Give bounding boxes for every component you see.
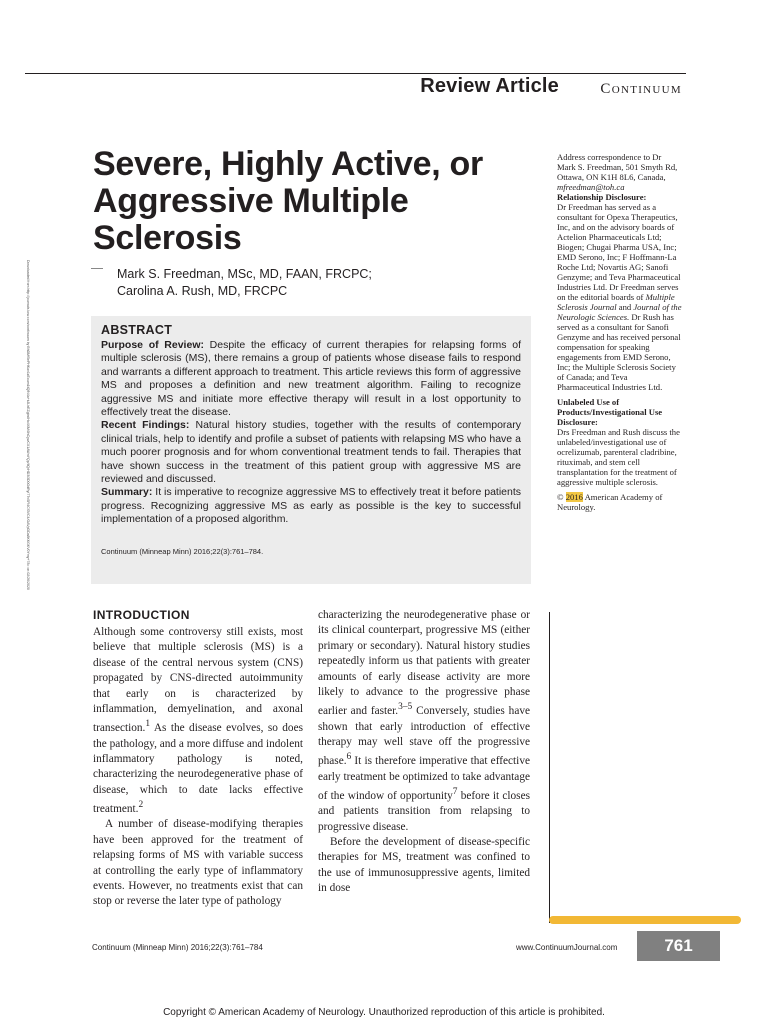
- p3-text-c: It is therefore imperative that effective early treatment be optimized to take advantage of the window of opportunity: [318, 755, 530, 802]
- unlabeled-use-heading: Unlabeled Use of Products/Investigational Use Disclosure:: [557, 397, 663, 427]
- intro-paragraph-4: Before the development of disease-specific therapies for MS, treatment was confined to the use of immunosuppressive agents, limited in dose: [318, 835, 530, 895]
- address-text: Address correspondence to Dr Mark S. Freedman, 501 Smyth Rd, Ottawa, ON K1H 8L6, Canada,: [557, 152, 678, 182]
- download-watermark: [22, 260, 30, 760]
- correspondence-address: [557, 152, 682, 192]
- abstract-citation: Continuum (Minneap Minn) 2016;22(3):761–784.: [101, 546, 264, 556]
- author-1: Mark S. Freedman, MSc, MD, FAAN, FRCPC;: [117, 267, 372, 281]
- summary-text: It is imperative to recognize aggressive MS to effectively treat it before patients progress. Recognizing aggressive MS as early as possible is the key to successful implementation of a proposed algorithm.: [101, 486, 522, 526]
- disclosure-heading: Relationship Disclosure:: [557, 192, 647, 202]
- copyright-symbol: ©: [557, 492, 564, 502]
- p1-text-a: Although some controversy still exists, most believe that multiple sclerosis (MS) is a disease of the central nervous system (CNS) propagated by CNS-directed autoimmunity that early on is characterized by inflammation, demyelination, and axonal transection.: [93, 626, 303, 735]
- abstract-summary: [101, 486, 521, 526]
- copyright-year: 2016: [565, 492, 583, 502]
- footer-citation: Continuum (Minneap Minn) 2016;22(3):761–784: [92, 943, 263, 952]
- intro-paragraph-1: [93, 625, 303, 817]
- purpose-text: Despite the efficacy of current therapies for relapsing forms of multiple sclerosis (MS), there remains a group of patients whose disease fails to respond and warrants a different approach to treatment. This article reviews this form of aggressive MS and proposes a definition and new treatment algorithm. Failing to recognize aggressive MS and initiate more effective therapy will result in a lost opportunity to effectively treat the disease.: [101, 339, 521, 419]
- disclosure-part-b: Dr Rush has served as a consultant for Sanofi Genzyme and has received personal compensation for speaking engagements from EMD Serono, Inc; the Multiple Sclerosis Society of Canada; and Teva Pharmaceutical Industries Ltd.: [557, 312, 681, 392]
- disclosure-text: [557, 202, 682, 392]
- reference-1[interactable]: 1: [145, 719, 151, 730]
- author-email[interactable]: mfreedman@toh.ca: [557, 182, 625, 192]
- and-word: and: [618, 302, 632, 312]
- copyright-holder: American Academy of Neurology.: [557, 492, 663, 512]
- body-column-1: [93, 608, 303, 910]
- findings-text: Natural history studies, together with the results of contemporary clinical trials, help to identify and profile a subset of patients with relapsing MS who have a much poorer prognosis and for whom conventional treatment tends to fail. Therapies that have shown success in the treatment of this patient group with aggressive MS are reviewed and discussed.: [101, 419, 522, 486]
- author-2: Carolina A. Rush, MD, FRCPC: [117, 284, 288, 298]
- page-number: 761: [637, 931, 720, 961]
- summary-label: Summary:: [101, 486, 153, 499]
- reference-3-5[interactable]: 3–5: [398, 702, 413, 713]
- p3-text-b: Conversely, studies have shown that early introduction of effective therapy may well stave off the progressive phase.: [318, 705, 530, 768]
- purpose-label: Purpose of Review:: [101, 339, 204, 351]
- journal-logo: Continuum: [600, 81, 682, 97]
- disclosure-part-a: Dr Freedman has served as a consultant for Opexa Therapeutics, Inc, and on the advisory boards of Actelion Pharmaceuticals Ltd; Biogen; Chugai Pharma USA, Inc; EMD Serono, Inc; F Hoffmann-La Roche Ltd; Novartis AG; Sanofi Genzyme; and Teva Pharmaceutical Industries Ltd. Dr Freedman serves on the editorial boards of: [557, 202, 681, 302]
- copyright-notice: Copyright © American Academy of Neurology. Unauthorized reproduction of this article is prohibited.: [163, 1007, 605, 1018]
- reference-6[interactable]: 6: [346, 752, 352, 763]
- body-column-2: [318, 608, 530, 897]
- findings-label: Recent Findings:: [101, 419, 190, 432]
- unlabeled-use-text: Drs Freedman and Rush discuss the unlabeled/investigational use of ocrelizumab, parenteral cladribine, rituximab, and stem cell transplantation for the treatment of aggressive multiple sclerosis.: [557, 427, 680, 487]
- authors-rule: [91, 268, 103, 269]
- abstract-box: [91, 316, 531, 584]
- journal-name-2: Journal of the Neurologic Sciences.: [557, 302, 682, 322]
- download-watermark-text: Downloaded from http://journals.lww.com/continuum by BhDMf5ePHKav1zEoum1tQfN4a+kJLhEZgbsIHo4XMi0hCywCX1AWnYQp/IlQrHD3i3D0OdRyi7TvSFl4Cf3VC4/OAVpDDa8KKGKV0Ymy+78= on 02/26/2020: [26, 260, 30, 590]
- p1-text-b: As the disease evolves, so does the pathology, and a more diffuse and indolent inflammatory pathology is noted, characterizing the neurodegenerative phase of disease, which to date lacks effective treatment.: [93, 722, 303, 815]
- abstract-heading: ABSTRACT: [101, 323, 173, 337]
- introduction-heading: INTRODUCTION: [93, 608, 190, 622]
- margin-divider: [549, 612, 550, 923]
- p3-text-a: characterizing the neurodegenerative phase or its clinical counterpart, progressive MS (either primary or secondary). Natural history studies repeatedly inform us that patients with greater amounts of early disease activity are more likely to advance to the progressive phase earlier and faster.: [318, 609, 530, 718]
- author-info-sidebar: [557, 152, 682, 512]
- reference-2[interactable]: 2: [138, 800, 144, 811]
- footer-accent-band: [549, 916, 741, 924]
- journal-url[interactable]: www.ContinuumJournal.com: [516, 943, 618, 952]
- p3-text-d: before it closes and patients transition from relapsing to progressive disease.: [318, 789, 530, 833]
- intro-paragraph-3: [318, 608, 530, 835]
- journal-name-1: Multiple Sclerosis Journal: [557, 292, 675, 312]
- header-rule: [25, 73, 686, 74]
- article-type-label: Review Article: [420, 75, 559, 97]
- abstract-purpose: [101, 339, 521, 419]
- article-title: Severe, Highly Active, or Aggressive Multiple Sclerosis: [93, 145, 483, 257]
- author-list: [117, 266, 372, 300]
- reference-7[interactable]: 7: [452, 787, 458, 797]
- sidebar-copyright: [557, 492, 682, 512]
- abstract-findings: [101, 419, 521, 486]
- intro-paragraph-2: A number of disease-modifying therapies have been approved for the treatment of relapsing forms of MS with variable success at controlling the early type of inflammatory events. However, no treatments exist that can stop or reverse the later type of pathology: [93, 818, 303, 908]
